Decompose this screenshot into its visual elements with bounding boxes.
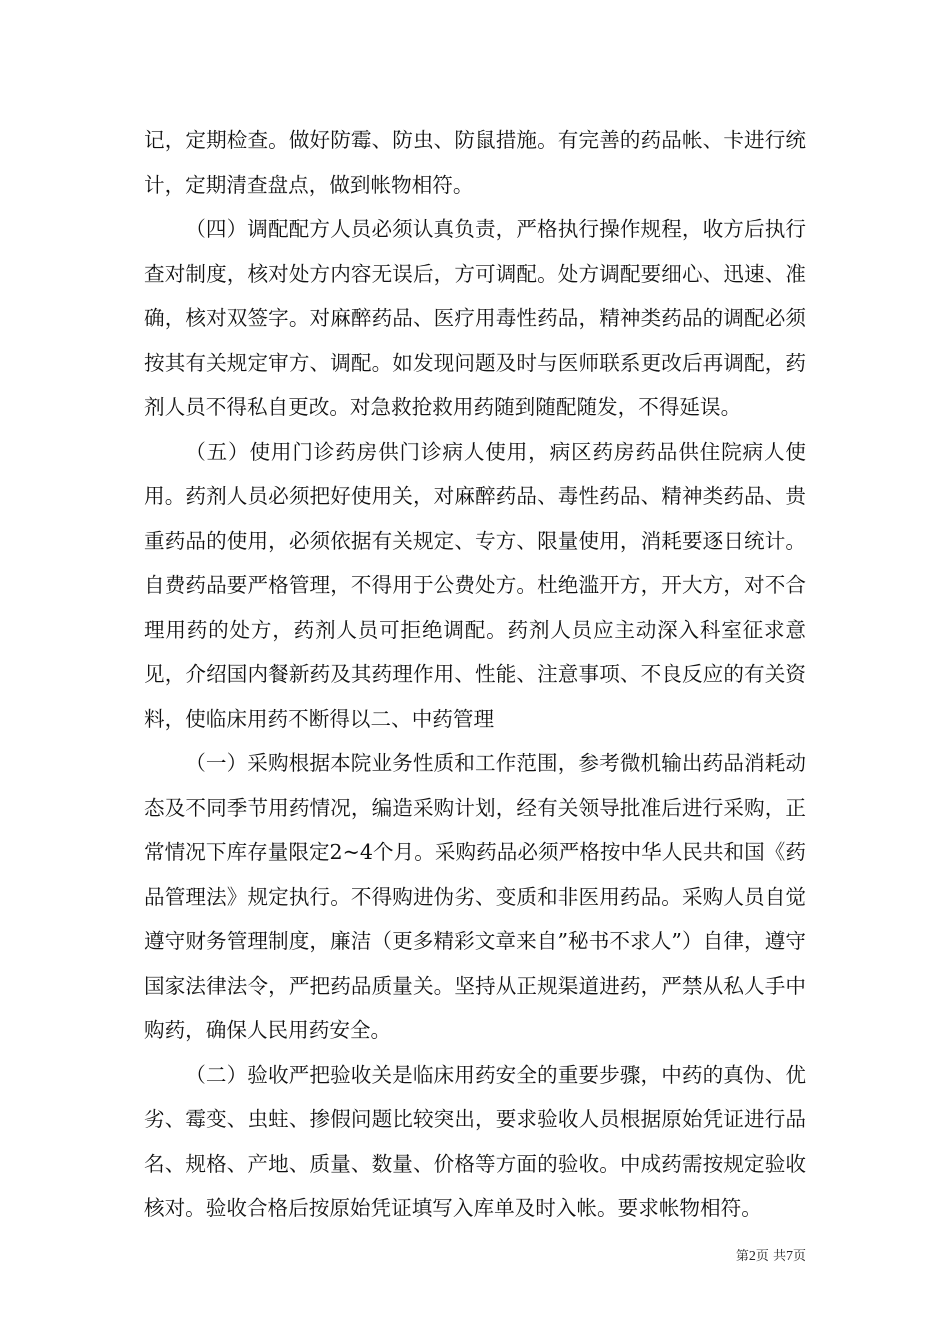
- footer-prefix: 第: [735, 1249, 749, 1264]
- current-page-number: 2: [748, 1249, 756, 1264]
- paragraph-acceptance: （二）验收严把验收关是临床用药安全的重要步骤，中药的真伪、优劣、霉变、虫蛀、掺假问题比较突出，要求验收人员根据原始凭证进行品名、规格、产地、质量、数量、价格等方面的验收。中成药需按规定验收核对。验收合格后按原始凭证填写入库单及时入帐。要求帐物相符。: [144, 1062, 806, 1220]
- paragraph-storage-continued: 记，定期检查。做好防霉、防虫、防鼠措施。有完善的药品帐、卡进行统计，定期清查盘点，做到帐物相符。: [144, 128, 806, 197]
- document-body: [144, 118, 806, 1231]
- paragraph-procurement: （一）采购根据本院业务性质和工作范围，参考微机输出药品消耗动态及不同季节用药情况，编造采购计划，经有关领导批准后进行采购，正常情况下库存量限定2~4个月。采购药品必须严格按中华人民共和国《药品管理法》规定执行。不得购进伪劣、变质和非医用药品。采购人员自觉遵守财务管理制度，廉洁（更多精彩文章来自”秘书不求人”）自律，遵守国家法律法令，严把药品质量关。坚持从正规渠道进药，严禁从私人手中购药，确保人民用药安全。: [144, 751, 806, 1042]
- total-page-number: 7: [785, 1249, 793, 1264]
- paragraph-usage: （五）使用门诊药房供门诊病人使用，病区药房药品供住院病人使用。药剂人员必须把好使用关，对麻醉药品、毒性药品、精神类药品、贵重药品的使用，必须依据有关规定、专方、限量使用，消耗要逐日统计。自费药品要严格管理，不得用于公费处方。杜绝滥开方，开大方，对不合理用药的处方，药剂人员可拒绝调配。药剂人员应主动深入科室征求意见，介绍国内餐新药及其药理作用、性能、注意事项、不良反应的有关资料，使临床用药不断得以二、中药管理: [144, 439, 806, 731]
- footer-middle: 页 共: [755, 1249, 786, 1264]
- footer-suffix: 页: [792, 1249, 806, 1264]
- paragraph-dispensing: （四）调配配方人员必须认真负责，严格执行操作规程，收方后执行查对制度，核对处方内容无误后，方可调配。处方调配要细心、迅速、准确，核对双签字。对麻醉药品、医疗用毒性药品，精神类药品的调配必须按其有关规定审方、调配。如发现问题及时与医师联系更改后再调配，药剂人员不得私自更改。对急救抢救用药随到随配随发，不得延误。: [144, 217, 806, 419]
- page-footer: [736, 1248, 806, 1266]
